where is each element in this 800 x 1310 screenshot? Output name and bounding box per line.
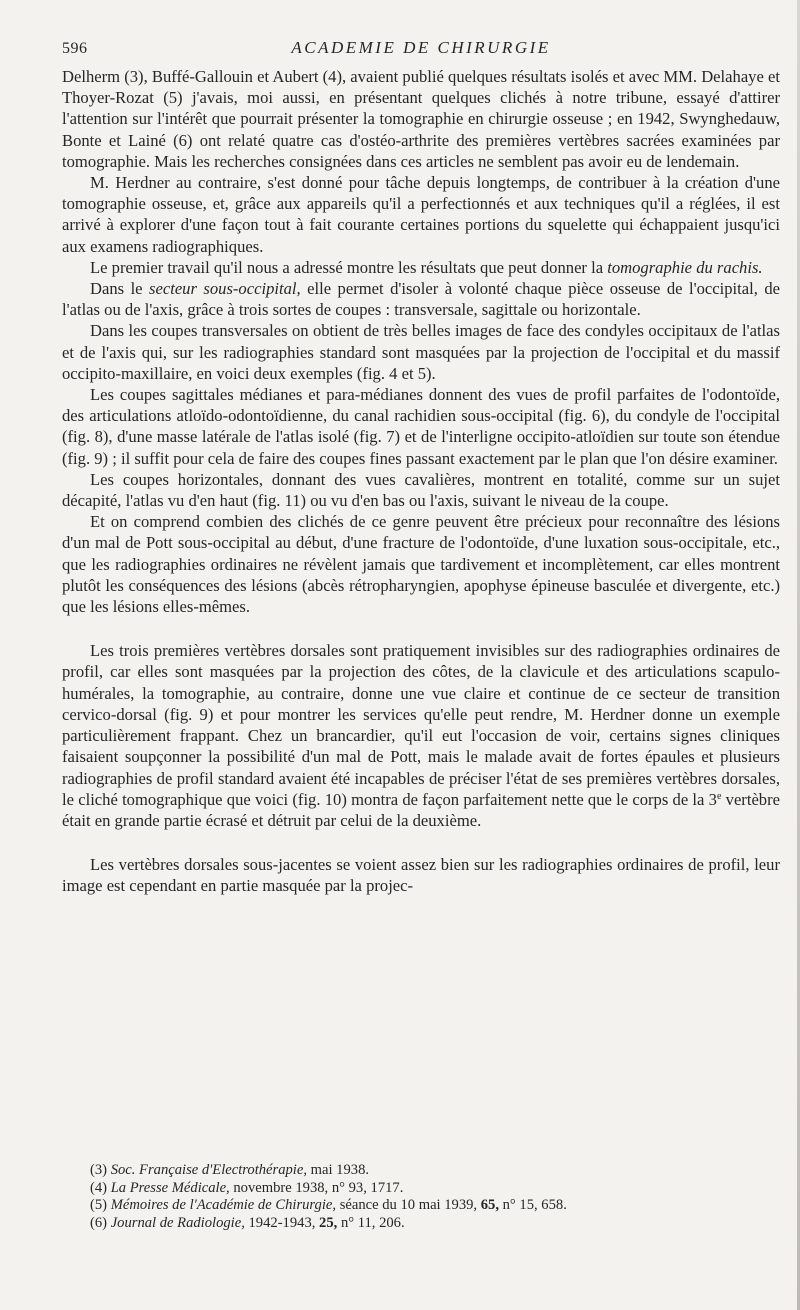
footnote-source: Soc. Française d'Electrothérapie, [110, 1162, 307, 1178]
footnote-3 [90, 1162, 760, 1180]
footnote-tail: n° 11, 206. [337, 1214, 405, 1231]
footnote-volume: 25, [319, 1214, 338, 1231]
paragraph-9 [62, 640, 780, 831]
footnote-detail: 1942-1943, [244, 1214, 320, 1231]
paragraph-6: Les coupes sagittales médianes et para-médianes donnent des vues de profil parfaites de l'odontoïde, des articulations atloïdo-odontoïdienne, du canal rachidien sous-occipital (fig. 6), du condyle de l'occipital (fig. 8), d'une masse latérale de l'atlas isolé (fig. 7) et de l'interligne occipito-atloïdien sur toute son étendue (fig. 9) ; il suffit pour cela de faire des coupes fines passant exactement par le plan que l'on désire examiner. [62, 385, 780, 468]
paragraph-3-text: Le premier travail qu'il nous a adressé montre les résultats que peut donner la [90, 257, 608, 277]
paragraph-2: M. Herdner au contraire, s'est donné pour tâche depuis longtemps, de contribuer à la création d'une tomographie osseuse, et, grâce aux appareils qu'il a perfectionnés et aux techniques qu'il a réglées, il est arrivé à explorer d'une façon tout à fait courante certaines portions du squelette qui échappaient jusqu'ici aux examens radiographiques. [62, 173, 780, 256]
paragraph-3-emphasis: tomographie du rachis. [607, 257, 763, 277]
page-header [62, 34, 780, 66]
footnote-number: (3) [90, 1162, 108, 1178]
paragraph-7: Les coupes horizontales, donnant des vues cavalières, montrent en totalité, comme sur un sujet décapité, l'atlas vu d'en haut (fig. 11) ou vu d'en bas ou l'axis, suivant le niveau de la coupe. [62, 469, 780, 511]
footnote-source: Mémoires de l'Académie de Chirurgie, [110, 1197, 337, 1213]
paragraph-4-text-a: Dans le [90, 279, 150, 299]
footnote-detail: séance du 10 mai 1939, [336, 1197, 481, 1213]
ordinal-superscript: e [716, 790, 722, 802]
footnote-detail: novembre 1938, n° 93, 1717. [229, 1179, 404, 1196]
footnote-number: (5) [90, 1197, 108, 1213]
running-title: ACADEMIE DE CHIRURGIE [291, 38, 551, 57]
footnote-number: (6) [90, 1214, 108, 1231]
footnote-source: Journal de Radiologie, [110, 1214, 245, 1231]
footnote-4 [90, 1180, 760, 1198]
page-number: 596 [62, 40, 88, 57]
paragraph-8: Et on comprend combien des clichés de ce genre peuvent être précieux pour reconnaître des lésions d'un mal de Pott sous-occipital au début, d'une fracture de l'odontoïde, d'une luxation sous-occipitale, etc., que les radiographies ordinaires ne révèlent jamais que tardivement et incomplètement, car elles montrent plutôt les conséquences des lésions (abcès rétropharyngien, apophyse épineuse basculée et divergente, etc.) que les lésions elles-mêmes. [62, 512, 780, 617]
footnotes [90, 1162, 760, 1232]
paragraph-5: Dans les coupes transversales on obtient de très belles images de face des condyles occipitaux de l'atlas et de l'axis qui, sur les radiographies standard sont masquées par la projection de l'occipital et du massif occipito-maxillaire, en voici deux exemples (fig. 4 et 5). [62, 321, 780, 383]
paragraph-1: Delherm (3), Buffé-Gallouin et Aubert (4), avaient publié quelques résultats isolés et avec MM. Delahaye et Thoyer-Rozat (5) j'avais, moi aussi, en présentant quelques clichés à notre tribune, essayé d'attirer l'attention sur l'intérêt que pourrait présenter la tomographie en chirurgie osseuse ; en 1942, Swynghedauw, Bonte et Lainé (6) ont relaté quatre cas d'ostéo-arthrite des premières vertèbres sacrées examinées par tomographie. Mais les recherches consignées dans ces articles ne semblent pas avoir eu de lendemain. [62, 67, 780, 171]
paragraph-4-text-b: elle permet d'isoler à volonté chaque pièce osseuse de l'occipital, de l'atlas ou de l'axis, grâce à trois sortes de coupes : transversale, sagittale ou horizontale. [62, 279, 780, 320]
paragraph-4 [62, 278, 780, 320]
footnote-detail: mai 1938. [307, 1162, 370, 1178]
paragraph-10: Les vertèbres dorsales sous-jacentes se voient assez bien sur les radiographies ordinaires de profil, leur image est cependant en partie masquée par la projec- [62, 855, 780, 896]
footnote-source: La Presse Médicale, [110, 1179, 230, 1196]
footnote-tail: n° 15, 658. [498, 1197, 567, 1213]
paragraph-9-text-a: Les trois premières vertèbres dorsales sont pratiquement invisibles sur des radiographies ordinaires de profil, car elles sont masquées par la projection des côtes, de la clavicule et des articulations scapulo-humérales, la tomographie, au contraire, donne une vue claire et continue de ce secteur de transition cervico-dorsal (fig. 9) et pour montrer les services qu'elle peut rendre, M. Herdner donne un exemple particulièrement frappant. Chez un brancardier, qu'il eut l'occasion de voir, certains signes cliniques faisaient soupçonner la possibilité d'un mal de Pott, mais le malade avait de fortes épaules et plusieurs radiographies de profil standard avaient été incapables de préciser l'état de ses premières vertèbres dorsales, le cliché tomographique que voici (fig. 10) montra de façon parfaitement nette que le corps de la 3 [62, 641, 780, 809]
paragraph-4-emphasis: secteur sous-occipital, [149, 279, 301, 299]
body-text [62, 66, 780, 897]
footnote-6 [90, 1215, 760, 1233]
footnote-5 [90, 1197, 760, 1215]
paragraph-3 [62, 257, 780, 278]
footnote-volume: 65, [480, 1197, 499, 1213]
footnote-number: (4) [90, 1179, 108, 1196]
paragraph-9-text-b: vertèbre était en grande partie écrasé et détruit par celui de la deuxième. [62, 789, 780, 830]
